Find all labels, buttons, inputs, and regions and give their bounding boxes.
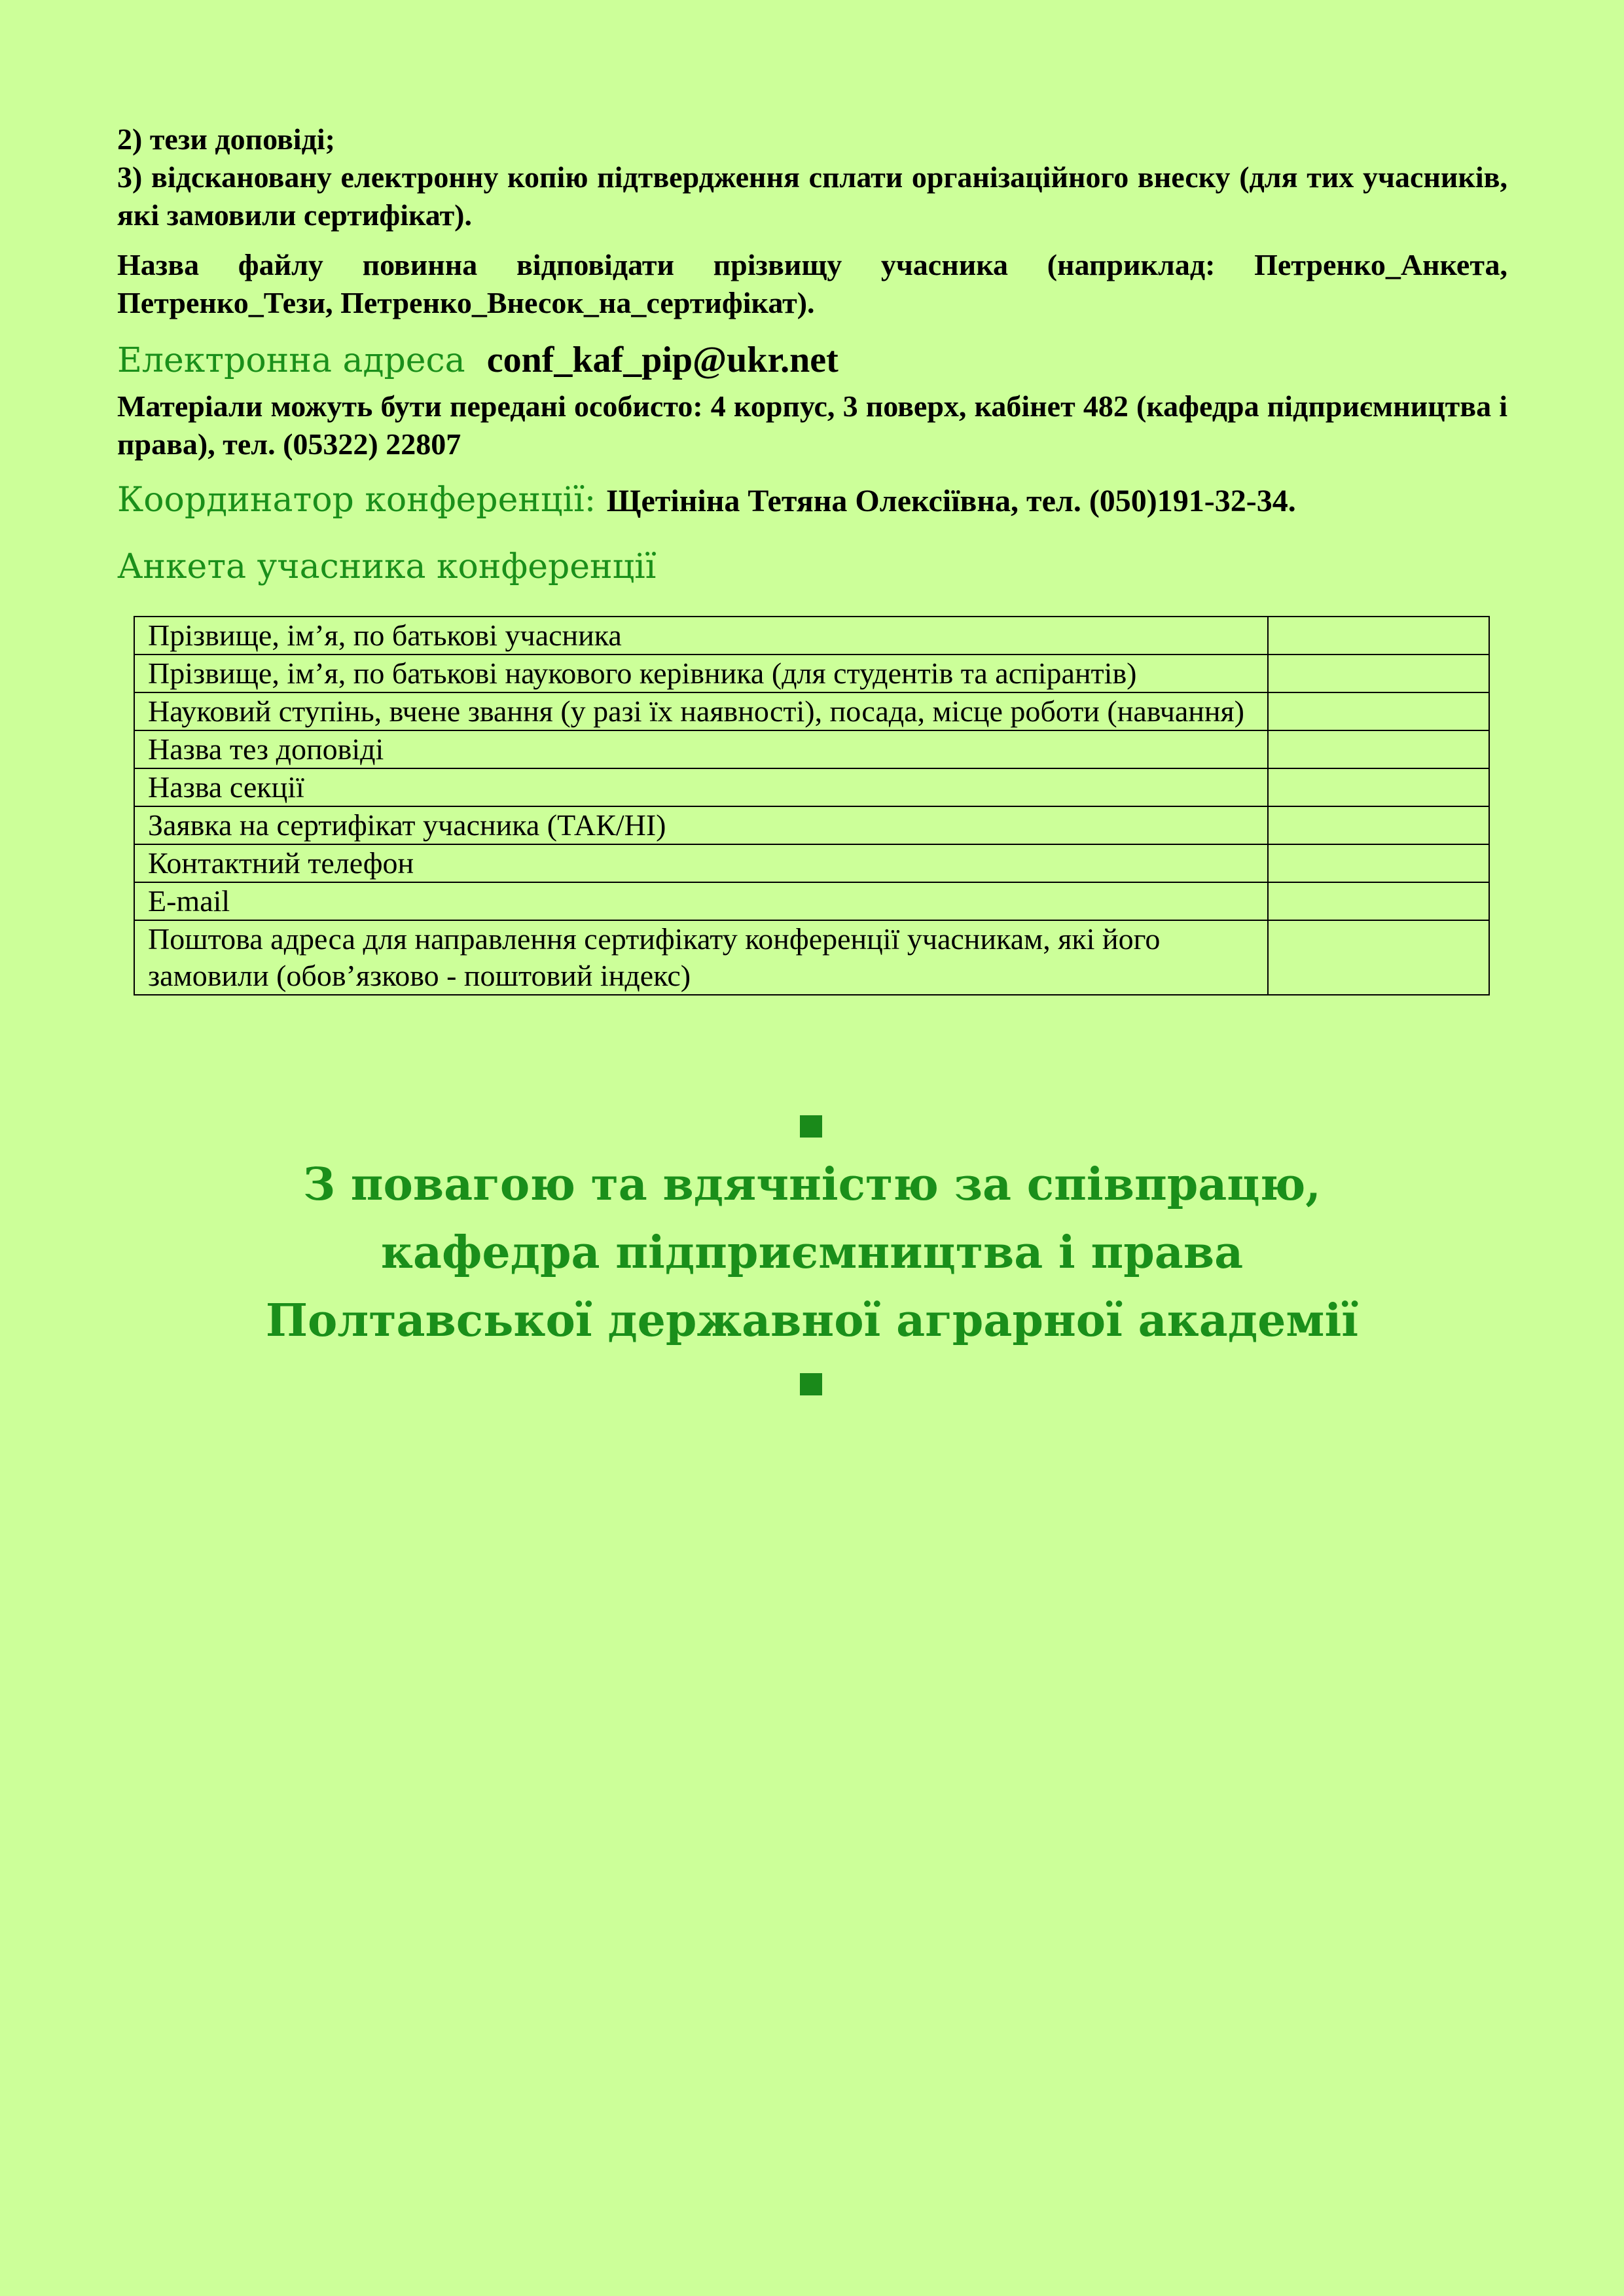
table-row xyxy=(134,882,1489,920)
form-field-label: Заявка на сертифікат учасника (ТАК/НІ) xyxy=(134,806,1268,844)
email-label: Електронна адреса xyxy=(117,341,465,380)
form-field-label: Поштова адреса для направлення сертифікату конференції учасникам, які його замовили (обов’язково - поштовий індекс) xyxy=(134,920,1268,995)
email-line xyxy=(117,339,839,381)
delivery-note: Матеріали можуть бути передані особисто: 4 корпус, 3 поверх, кабінет 482 (кафедра підприємництва і права), тел. (05322) 22807 xyxy=(117,389,1507,461)
form-field-value[interactable] xyxy=(1268,692,1489,730)
form-field-label: Науковий ступінь, вчене звання (у разі їх наявності), посада, місце роботи (навчання) xyxy=(134,692,1268,730)
closing-line-1: З повагою та вдячністю за співпрацю, xyxy=(303,1158,1321,1211)
form-field-value[interactable] xyxy=(1268,655,1489,692)
form-field-value[interactable] xyxy=(1268,768,1489,806)
participant-form-table xyxy=(134,616,1490,996)
form-title: Анкета учасника конференції xyxy=(117,547,657,586)
coordinator-label: Координатор конференції: xyxy=(117,480,596,520)
form-field-value[interactable] xyxy=(1268,730,1489,768)
email-address[interactable]: conf_kaf_pip@ukr.net xyxy=(486,340,839,380)
table-row xyxy=(134,920,1489,995)
decorative-square-top xyxy=(800,1115,822,1138)
form-field-value[interactable] xyxy=(1268,617,1489,655)
table-row xyxy=(134,692,1489,730)
closing-line-3: Полтавської державної аграрної академії xyxy=(265,1295,1359,1347)
form-field-label: Назва секції xyxy=(134,768,1268,806)
table-row xyxy=(134,617,1489,655)
filename-note: Назва файлу повинна відповідати прізвищу учасника (наприклад: Петренко_Анкета, Петренко_Тези, Петренко_Внесок_на_сертифікат). xyxy=(117,248,1507,319)
form-field-value[interactable] xyxy=(1268,920,1489,995)
form-field-value[interactable] xyxy=(1268,882,1489,920)
form-field-label: Прізвище, ім’я, по батькові наукового керівника (для студентів та аспірантів) xyxy=(134,655,1268,692)
table-row xyxy=(134,655,1489,692)
form-field-label: E-mail xyxy=(134,882,1268,920)
list-item-3: 3) відскановану електронну копію підтвердження сплати організаційного внеску (для тих учасників, які замовили сертифікат). xyxy=(117,160,1507,232)
table-row xyxy=(134,768,1489,806)
coordinator-value: Щетініна Тетяна Олексіївна, тел. (050)191-32-34. xyxy=(606,484,1296,518)
coordinator-line xyxy=(117,480,1296,520)
table-row xyxy=(134,806,1489,844)
table-row xyxy=(134,844,1489,882)
form-field-label: Назва тез доповіді xyxy=(134,730,1268,768)
form-field-label: Прізвище, ім’я, по батькові учасника xyxy=(134,617,1268,655)
table-row xyxy=(134,730,1489,768)
list-item-2: 2) тези доповіді; xyxy=(117,122,335,156)
decorative-square-bottom xyxy=(800,1373,822,1395)
form-field-value[interactable] xyxy=(1268,844,1489,882)
form-field-label: Контактний телефон xyxy=(134,844,1268,882)
closing-line-2: кафедра підприємництва і права xyxy=(380,1227,1244,1279)
form-field-value[interactable] xyxy=(1268,806,1489,844)
